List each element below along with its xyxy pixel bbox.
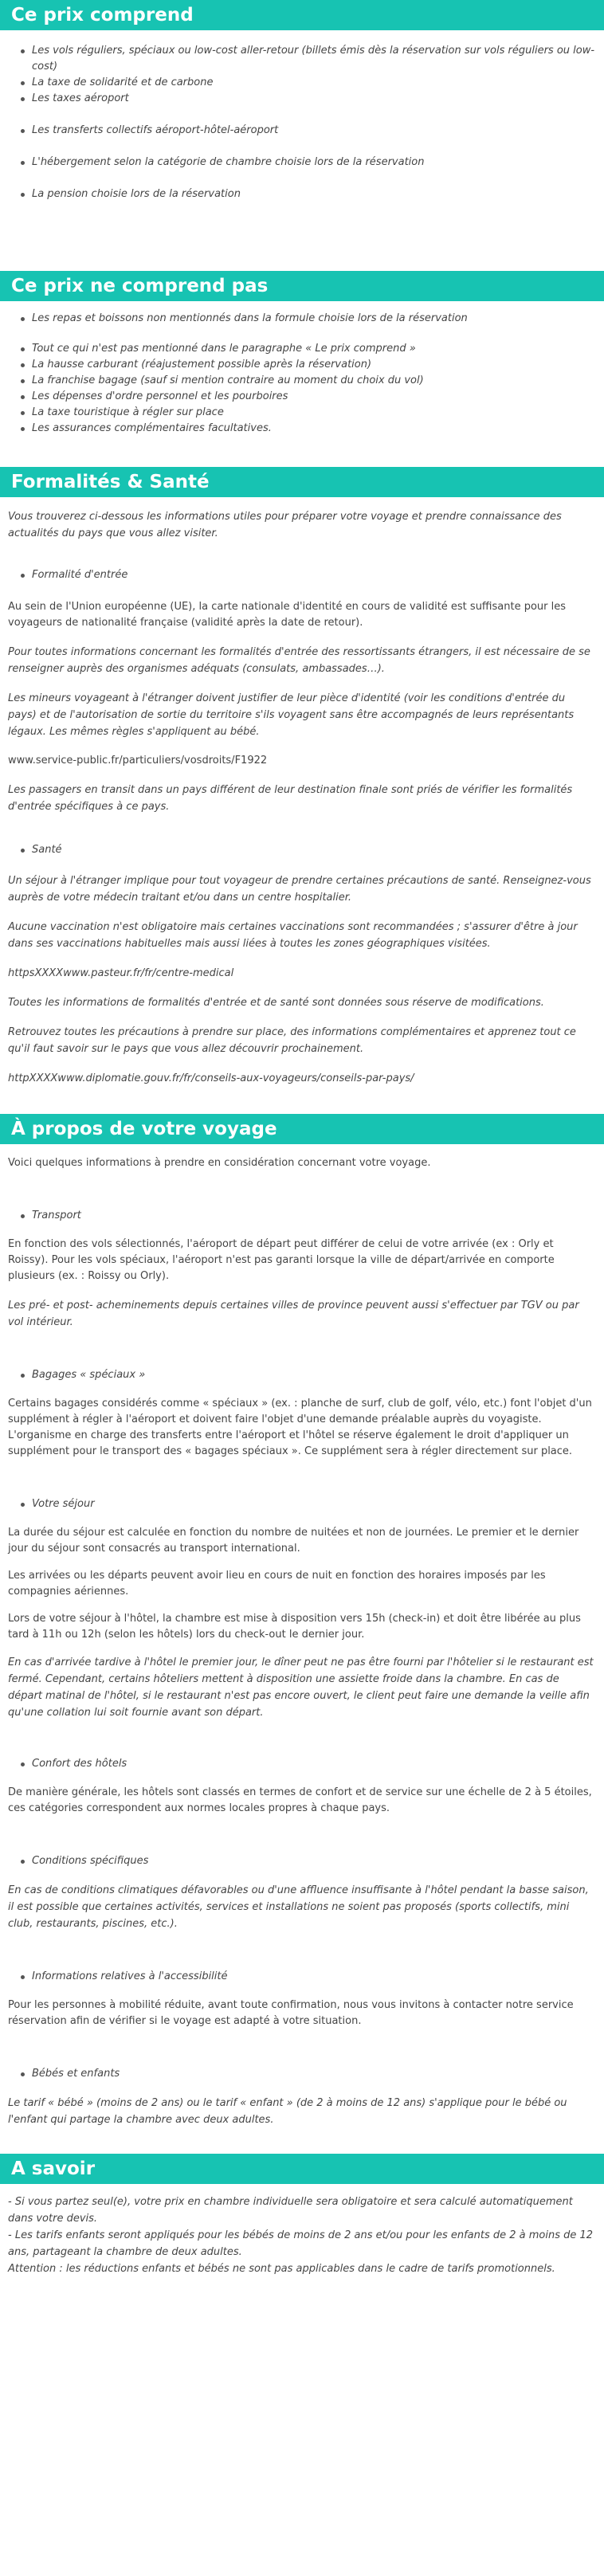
section-header-comprend: Ce prix comprend [0, 0, 604, 30]
list-comprend [0, 43, 604, 202]
accessibilite-paragraph: Pour les personnes à mobilité réduite, avant toute confirmation, nous vous invitons à contacter notre service réservation afin de vérifier si le voyage est adapté à votre situation. [8, 1999, 574, 2027]
entree-paragraph: Au sein de l'Union européenne (UE), la carte nationale d'identité en cours de validité est suffisante pour les voyageurs de nationalité française (validité après la date de retour). [8, 601, 567, 629]
sejour-paragraph: Lors de votre séjour à l'hôtel, la chambre est mise à disposition vers 15h (check-in) et doit être libérée au plus tard à 11h ou 12h (selon les hôtels) lors du check-out le dernier jour. [8, 1613, 581, 1641]
list-item: La taxe de solidarité et de carbone [32, 75, 604, 91]
list-item: Les vols réguliers, spéciaux ou low-cost aller-retour (billets émis dès la réservation sur vols réguliers ou low-cost) [32, 43, 604, 75]
list-item: La pension choisie lors de la réservation [32, 186, 604, 202]
subheading-sejour: Votre séjour [0, 1496, 604, 1512]
subheading-entree: Formalité d'entrée [0, 567, 604, 583]
subheading-bagages: Bagages « spéciaux » [0, 1367, 604, 1383]
section-header-formalites: Formalités & Santé [0, 467, 604, 497]
subheading-accessibilite: Informations relatives à l'accessibilité [0, 1969, 604, 1985]
apropos-intro: Voici quelques informations à prendre en considération concernant votre voyage. [8, 1157, 431, 1169]
list-item: La hausse carburant (réajustement possible après la réservation) [32, 357, 604, 373]
savoir-line: - Les tarifs enfants seront appliqués pour les bébés de moins de 2 ans et/ou pour les enfants de 2 à moins de 12 ans, partageant la chambre de deux adultes. [8, 2229, 594, 2258]
list-ne-comprend [0, 311, 604, 437]
entree-paragraph: Les passagers en transit dans un pays différent de leur destination finale sont priés de vérifier les formalités d'entrée spécifiques à ce pays. [8, 784, 573, 813]
bebes-paragraph: Le tarif « bébé » (moins de 2 ans) ou le tarif « enfant » (de 2 à moins de 12 ans) s'applique pour le bébé ou l'enfant qui partage la chambre avec deux adultes. [8, 2097, 567, 2126]
subheading-transport: Transport [0, 1208, 604, 1224]
list-item: La franchise bagage (sauf si mention contraire au moment du choix du vol) [32, 373, 604, 389]
list-item: Les dépenses d'ordre personnel et les pourboires [32, 389, 604, 405]
list-item: Les transferts collectifs aéroport-hôtel-aéroport [32, 123, 604, 139]
transport-paragraph: En fonction des vols sélectionnés, l'aéroport de départ peut différer de celui de votre arrivée (ex : Orly et Roissy). Pour les vols spéciaux, l'aéroport n'est pas garanti lorsque la ville de départ/arrivée en comporte plusieurs (ex. : Roissy ou Orly). [8, 1238, 555, 1282]
conditions-paragraph: En cas de conditions climatiques défavorables ou d'une affluence insuffisante à l'hôtel pendant la basse saison, il est possible que certaines activités, services et installations ne soient pas proposés (sports collectifs, mini club, restaurants, piscines, etc.). [8, 1884, 589, 1930]
confort-paragraph: De manière générale, les hôtels sont classés en termes de confort et de service sur une échelle de 2 à 5 étoiles, ces catégories correspondent aux normes locales propres à chaque pays. [8, 1786, 592, 1814]
sante-paragraph: Retrouvez toutes les précautions à prendre sur place, des informations complémentaires et apprenez tout ce qu'il faut savoir sur le pays que vous allez découvrir prochainement. [8, 1026, 576, 1055]
sante-link[interactable]: httpXXXXwww.diplomatie.gouv.fr/fr/conseils-aux-voyageurs/conseils-par-pays/ [8, 1072, 414, 1084]
sejour-paragraph: En cas d'arrivée tardive à l'hôtel le premier jour, le dîner peut ne pas être fourni par l'hôtelier si le restaurant est fermé. Cependant, certains hôteliers mettent à disposition une assiette froide dans la chambre. En cas de départ matinal de l'hôtel, si le restaurant n'est pas encore ouvert, le client peut faire une demande la veille afin qu'une collation lui soit fournie avant son départ. [8, 1657, 594, 1719]
formalites-intro: Vous trouverez ci-dessous les informations utiles pour préparer votre voyage et prendre connaissance des actualités du pays que vous allez visiter. [8, 511, 562, 539]
subheading-bebes: Bébés et enfants [0, 2066, 604, 2082]
subheading-sante: Santé [0, 842, 604, 858]
sante-paragraph: Un séjour à l'étranger implique pour tout voyageur de prendre certaines précautions de santé. Renseignez-vous auprès de votre médecin traitant et/ou dans un centre hospitalier. [8, 875, 591, 904]
sejour-paragraph: Les arrivées ou les départs peuvent avoir lieu en cours de nuit en fonction des horaires imposés par les compagnies aériennes. [8, 1570, 546, 1598]
bagages-paragraph: Certains bagages considérés comme « spéciaux » (ex. : planche de surf, club de golf, vélo, etc.) font l'objet d'un supplément à régler à l'aéroport et doivent faire l'objet d'une demande préalable auprès du voyagiste. L'organisme en charge des transferts entre l'aéroport et l'hôtel se réserve également le droit d'appliquer un supplément pour le transport des « bagages spéciaux ». Ce supplément sera à régler directement sur place. [8, 1398, 592, 1457]
savoir-line: Attention : les réductions enfants et bébés ne sont pas applicables dans le cadre de tarifs promotionnels. [8, 2263, 555, 2275]
list-item: Les taxes aéroport [32, 91, 604, 107]
section-header-apropos: À propos de votre voyage [0, 1114, 604, 1144]
list-item: Les assurances complémentaires facultatives. [32, 421, 604, 437]
entree-paragraph: Pour toutes informations concernant les formalités d'entrée des ressortissants étrangers, il est nécessaire de se renseigner auprès des organismes adéquats (consulats, ambassades…). [8, 646, 590, 675]
list-item: L'hébergement selon la catégorie de chambre choisie lors de la réservation [32, 155, 604, 171]
entree-paragraph: Les mineurs voyageant à l'étranger doivent justifier de leur pièce d'identité (voir les conditions d'entrée du pays) et de l'autorisation de sortie du territoire s'ils voyagent sans être accompagnés de leurs représentants légaux. Les mêmes règles s'appliquent au bébé. [8, 692, 575, 738]
subheading-confort: Confort des hôtels [0, 1756, 604, 1772]
entree-link[interactable]: www.service-public.fr/particuliers/vosdroits/F1922 [8, 755, 268, 767]
list-item: Tout ce qui n'est pas mentionné dans le paragraphe « Le prix comprend » [32, 341, 604, 357]
sante-link[interactable]: httpsXXXXwww.pasteur.fr/fr/centre-medical [8, 967, 234, 979]
savoir-line: - Si vous partez seul(e), votre prix en chambre individuelle sera obligatoire et sera calculé automatiquement dans votre devis. [8, 2196, 573, 2225]
sante-paragraph: Aucune vaccination n'est obligatoire mais certaines vaccinations sont recommandées ; s'assurer d'être à jour dans ses vaccinations habituelles mais aussi liées à toutes les zones géographiques visitées. [8, 921, 578, 950]
section-header-savoir: A savoir [0, 2154, 604, 2184]
subheading-conditions: Conditions spécifiques [0, 1853, 604, 1869]
list-item: Les repas et boissons non mentionnés dans la formule choisie lors de la réservation [32, 311, 604, 327]
transport-paragraph: Les pré- et post- acheminements depuis certaines villes de province peuvent aussi s'effectuer par TGV ou par vol intérieur. [8, 1300, 579, 1328]
section-header-ne-comprend: Ce prix ne comprend pas [0, 271, 604, 301]
list-item: La taxe touristique à régler sur place [32, 405, 604, 421]
sejour-paragraph: La durée du séjour est calculée en fonction du nombre de nuitées et non de journées. Le premier et le dernier jour du séjour sont consacrés au transport international. [8, 1527, 579, 1555]
sante-paragraph: Toutes les informations de formalités d'entrée et de santé sont données sous réserve de modifications. [8, 997, 544, 1009]
